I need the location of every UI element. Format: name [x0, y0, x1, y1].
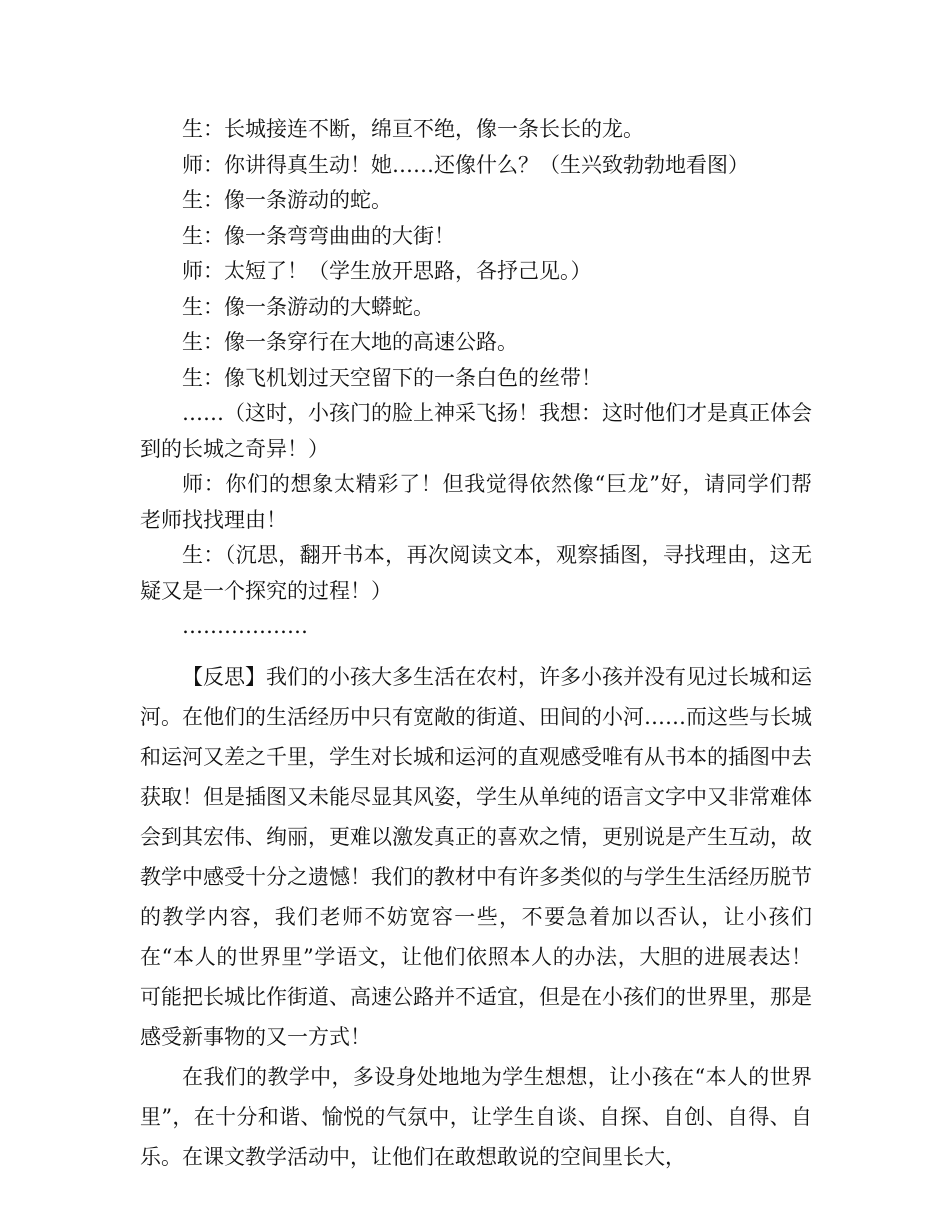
- dialogue-line: 生：长城接连不断，绵亘不绝，像一条长长的龙。: [182, 117, 644, 141]
- dialogue-line: 生：像一条游动的大蟒蛇。: [182, 294, 434, 319]
- dialogue-line: 生：像一条弯弯曲曲的大街！: [182, 223, 455, 248]
- section-spacer: [140, 645, 812, 657]
- dialogue-line: 生：（沉思，翻开书本，再次阅读文本，观察插图，寻找理由，这无疑又是一个探究的过程！）: [140, 543, 812, 603]
- reflection-paragraph: 在我们的教学中，多设身处地地为学生想想，让小孩在“本人的世界里”，在十分和谐、愉悦的气氛中，让学生自谈、自探、自创、自得、自乐。在课文教学活动中，让他们在敢想敢说的空间里长大，: [140, 1064, 812, 1169]
- narration-paragraph: ……（这时，小孩门的脸上神采飞扬！我想：这时他们才是真正体会到的长城之奇异！）: [140, 401, 812, 461]
- dialogue-line: 师：太短了！（学生放开思路，各抒己见。）: [182, 259, 592, 283]
- reflection-paragraph: 【反思】我们的小孩大多生活在农村，许多小孩并没有见过长城和运河。在他们的生活经历中只有宽敞的街道、田间的小河……而这些与长城和运河又差之千里，学生对长城和运河的直观感受唯有从书本的插图中去获取！但是插图又未能尽显其风姿，学生从单纯的语言文字中又非常难体会到其宏伟、绚丽，更难以激发真正的喜欢之情，更别说是产生互动，故教学中感受十分之遗憾！我们的教材中有许多类似的与学生生活经历脱节的教学内容，我们老师不妨宽容一些，不要急着加以否认，让小孩们在“本人的世界里”学语文，让他们依照本人的办法，大胆的进展表达！可能把长城比作街道、高速公路并不适宜，但是在小孩们的世界里，那是感受新事物的又一方式！: [140, 664, 812, 1049]
- dialogue-line: 师：你讲得真生动！她……还像什么？（生兴致勃勃地看图）: [182, 152, 749, 177]
- dialogue-line: 生：像一条穿行在大地的高速公路。: [182, 330, 518, 354]
- dialogue-line: 生：像飞机划过天空留下的一条白色的丝带！: [182, 365, 602, 390]
- dialogue-line: 师：你们的想象太精彩了！但我觉得依然像“巨龙”好，请同学们帮老师找找理由！: [140, 472, 812, 532]
- dialogue-line: 生：像一条游动的蛇。: [182, 188, 392, 212]
- ellipsis-separator: ………………: [182, 614, 308, 638]
- document-body: [140, 112, 812, 1177]
